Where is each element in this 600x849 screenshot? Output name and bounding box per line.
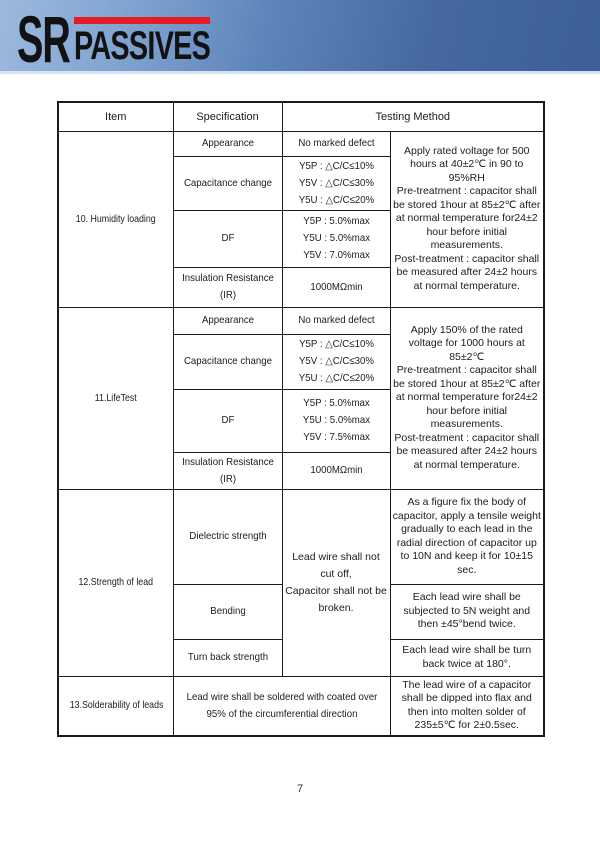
value-cell — [282, 210, 390, 267]
value-line: Y5V : 7.0%max — [302, 249, 370, 261]
spec-label: DF — [221, 232, 234, 244]
header-banner — [0, 0, 600, 74]
logo-red-bar — [74, 17, 210, 24]
testing-method-cell — [390, 676, 544, 736]
testing-paragraph: Apply rated voltage for 500 hours at 40±2℃ in 90 to 95%RH — [404, 144, 530, 184]
col-header-specification: Specification — [173, 102, 282, 131]
value-cell — [282, 452, 390, 489]
testing-paragraph: Pre-treatment : capacitor shall be stored 1hour at 85±2℃ after at normal temperature for24±2 hour before initial measurements. — [393, 185, 541, 252]
testing-paragraph: The lead wire of a capacitor shall be dipped into flax and then into molten solder of 235±5℃ for 2±0.5sec. — [401, 678, 532, 732]
spec-label: (IR) — [219, 289, 236, 301]
logo-passives-text: PASSIVES — [73, 24, 210, 68]
value-cell — [282, 267, 390, 307]
spec-cell — [173, 639, 282, 676]
brand-logo — [17, 2, 263, 76]
col-header-testing-method: Testing Method — [282, 102, 544, 131]
spec-cell — [173, 489, 282, 584]
table-row — [58, 131, 544, 156]
spec-label: Capacitance change — [183, 176, 272, 189]
spec-cell — [173, 584, 282, 639]
spec-value-line: Lead wire shall be soldered with coated over — [186, 690, 377, 703]
logo-sr-text: SR — [17, 2, 70, 76]
value-line: Y5P : 5.0%max — [302, 215, 370, 227]
value-cell — [282, 334, 390, 389]
spec-cell — [173, 452, 282, 489]
col-header-item: Item — [58, 102, 173, 131]
value-line: Y5P : △C/C≤10% — [298, 159, 374, 172]
value-line: Y5V : 7.5%max — [302, 431, 370, 443]
value-cell — [282, 156, 390, 210]
testing-method-cell — [390, 584, 544, 639]
spec-label: Bending — [209, 605, 246, 617]
value-cell — [282, 131, 390, 156]
spec-cell — [173, 210, 282, 267]
item-cell — [58, 676, 173, 736]
value-line: Y5V : △C/C≤30% — [298, 355, 374, 367]
value-line: Capacitor shall not be broken. — [285, 584, 387, 614]
item-cell — [58, 307, 173, 489]
spec-cell — [173, 156, 282, 210]
spec-label: Turn back strength — [187, 651, 268, 663]
item-cell — [58, 131, 173, 307]
table-header-row — [58, 102, 544, 131]
spec-label: (IR) — [219, 472, 236, 485]
spec-cell — [173, 307, 282, 334]
testing-paragraph: Post-treatment : capacitor shall be measured after 24±2 hours at normal temperature. — [394, 252, 540, 292]
spec-cell — [173, 334, 282, 389]
value-line: Lead wire shall not cut off, — [292, 550, 380, 580]
spec-label: Appearance — [201, 137, 254, 149]
value-cell — [282, 489, 390, 676]
spec-table — [57, 101, 545, 737]
spec-label: Insulation Resistance — [181, 272, 274, 284]
value-cell — [282, 307, 390, 334]
value-cell — [282, 389, 390, 452]
spec-label: Dielectric strength — [188, 530, 267, 542]
spec-value-cell — [173, 676, 390, 736]
testing-method-cell — [390, 307, 544, 489]
page-number: 7 — [296, 783, 304, 795]
spec-label: Insulation Resistance — [181, 455, 274, 468]
testing-paragraph: Each lead wire shall be turn back twice at 180°. — [402, 644, 532, 670]
spec-label: DF — [221, 414, 234, 426]
spec-cell — [173, 131, 282, 156]
testing-paragraph: Post-treatment : capacitor shall be measured after 24±2 hours at normal temperature. — [394, 431, 540, 471]
testing-method-cell — [390, 639, 544, 676]
logo-passives-block — [74, 17, 210, 72]
table-row — [58, 676, 544, 736]
value-line: Y5U : 5.0%max — [302, 232, 370, 244]
testing-method-cell — [390, 131, 544, 307]
item-label: 12.Strength of lead — [78, 576, 154, 588]
item-label: 13.Solderability of leads — [69, 699, 164, 712]
spec-cell — [173, 389, 282, 452]
table-row — [58, 307, 544, 334]
value-line: 1000MΩmin — [309, 464, 363, 476]
testing-paragraph: Pre-treatment : capacitor shall be stored 1hour at 85±2℃ after at normal temperature for24±2 hour before initial measurements. — [393, 364, 541, 431]
value-line: Y5U : △C/C≤20% — [298, 372, 374, 384]
testing-paragraph: As a figure fix the body of capacitor, apply a tensile weight gradually to each lead in the radial direction of capacitor up to 10N and keep it for 10±15 sec. — [392, 496, 541, 576]
value-line: No marked defect — [297, 314, 375, 326]
value-line: Y5P : △C/C≤10% — [298, 338, 374, 350]
spec-label: Capacitance change — [183, 355, 272, 367]
testing-method-cell — [390, 489, 544, 584]
spec-value-line: 95% of the circumferential direction — [206, 707, 357, 720]
item-cell — [58, 489, 173, 676]
value-line: Y5V : △C/C≤30% — [298, 176, 374, 189]
item-label: 10. Humidity loading — [75, 212, 156, 225]
spec-label: Appearance — [201, 314, 254, 326]
value-line: No marked defect — [297, 137, 375, 149]
value-line: Y5P : 5.0%max — [302, 397, 370, 409]
value-line: Y5U : △C/C≤20% — [298, 193, 374, 206]
spec-cell — [173, 267, 282, 307]
value-line: 1000MΩmin — [309, 280, 363, 293]
value-line: Y5U : 5.0%max — [302, 414, 370, 426]
table-row — [58, 489, 544, 584]
item-label: 11.LifeTest — [94, 391, 137, 404]
testing-paragraph: Each lead wire shall be subjected to 5N weight and then ±45°bend twice. — [403, 591, 531, 631]
testing-paragraph: Apply 150% of the rated voltage for 1000 hours at 85±2℃ — [408, 323, 525, 363]
